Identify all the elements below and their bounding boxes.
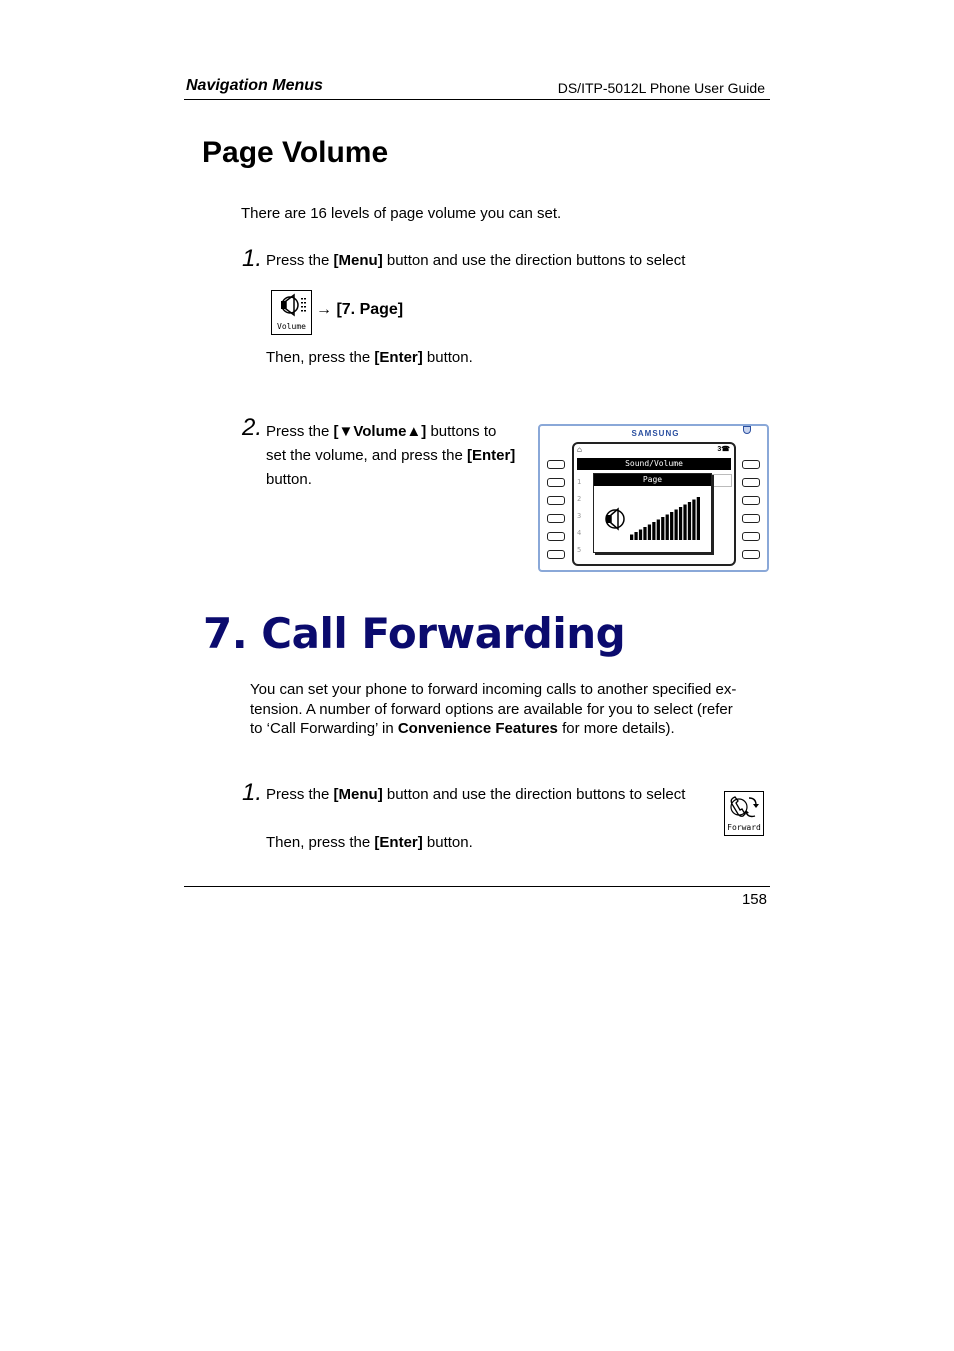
volume-menu-icon (271, 290, 312, 335)
volume-bar (683, 505, 686, 541)
volume-bar (643, 527, 646, 540)
chapter-heading-call-forwarding: 7. Call Forwarding (203, 609, 626, 658)
forward-menu-icon (724, 791, 764, 836)
lcd-status-icon: ⌂ (577, 445, 582, 454)
lcd-list-numbers: 1 2 3 4 5 (577, 478, 582, 554)
lcd-status-icon: 3☎ (717, 446, 730, 453)
section-heading-page-volume: Page Volume (202, 136, 389, 169)
header-rule (184, 99, 770, 100)
volume-bar (634, 532, 637, 540)
call-forwarding-intro: You can set your phone to forward incoming calls to another specified ex- tension. A number of forward options are available for you to select (refer to ‘Call Forwarding’ in Convenience Features for more details). (250, 681, 737, 737)
step-number: 2. (242, 414, 263, 441)
step-instruction: Press the [Menu] button and use the direction buttons to select (266, 786, 686, 803)
volume-bar (666, 515, 669, 541)
volume-level-bars (630, 496, 700, 540)
volume-bar (688, 502, 691, 540)
lcd-volume-popup (593, 473, 712, 553)
volume-bar (692, 500, 695, 541)
step-then-enter: Then, press the [Enter] button. (266, 349, 473, 366)
lcd-list-item-ghost (710, 474, 732, 487)
volume-bar (679, 507, 682, 540)
popup-title: Page (594, 474, 711, 486)
volume-bar (697, 497, 700, 540)
lcd-screen (572, 442, 736, 566)
step-instruction: Press the [Menu] button and use the direction buttons to select (266, 252, 686, 269)
page-number: 158 (741, 891, 767, 908)
volume-bar (630, 535, 633, 541)
volume-bar (639, 530, 642, 541)
volume-bar (652, 522, 655, 540)
volume-bar (657, 520, 660, 541)
page-volume-intro: There are 16 levels of page volume you can set. (241, 205, 562, 222)
phone-indicator-led (743, 426, 751, 434)
step-number: 1. (242, 779, 263, 806)
right-soft-keys (742, 460, 760, 559)
phone-brand-logo: SAMSUNG (631, 429, 680, 438)
left-soft-keys (547, 460, 565, 559)
forward-icon-label: Forward (727, 823, 761, 832)
volume-bar (648, 525, 651, 541)
footer-rule (184, 886, 770, 887)
speaker-icon (604, 506, 628, 532)
volume-bar (675, 510, 678, 541)
volume-bar (661, 517, 664, 540)
phone-display-illustration (538, 424, 769, 572)
running-header-guide-title: DS/ITP-5012L Phone User Guide (557, 80, 765, 96)
step-then-enter: Then, press the [Enter] button. (266, 834, 473, 851)
step-instruction: Press the [▼Volume▲] buttons to set the volume, and press the [Enter] button. (266, 423, 516, 488)
volume-bar (670, 512, 673, 540)
menu-path-page: → [7. Page] (316, 301, 404, 318)
volume-icon-label: Volume (277, 322, 306, 331)
lcd-menu-title: Sound/Volume (577, 458, 731, 470)
step-number: 1. (242, 245, 263, 272)
running-header-section: Navigation Menus (186, 77, 323, 94)
